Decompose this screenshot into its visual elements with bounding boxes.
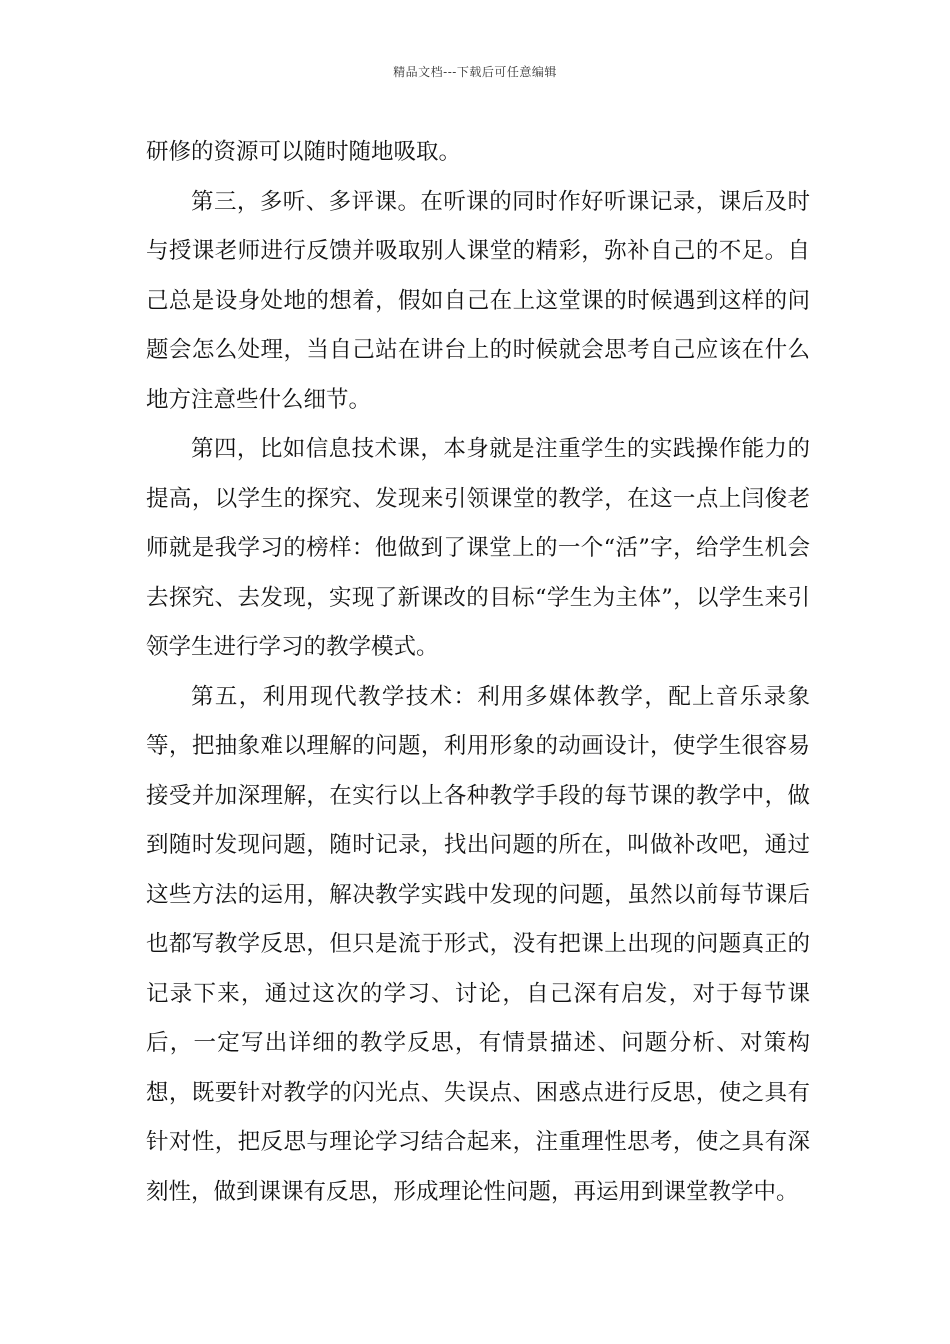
paragraph-third-point: 第三，多听、多评课。在听课的同时作好听课记录，课后及时与授课老师进行反馈并吸取别人课堂的精彩，弥补自己的不足。自己总是设身处地的想着，假如自己在上这堂课的时候遇到这样的问题会怎么处理，当自己站在讲台上的时候就会思考自己应该在什么地方注意些什么细节。 — [146, 188, 810, 413]
paragraph-continuation: 研修的资源可以随时随地吸取。 — [146, 139, 462, 165]
page-header: 精品文档---下载后可任意编辑 — [393, 65, 557, 79]
document-body — [146, 128, 810, 1217]
paragraph-fourth-point: 第四，比如信息技术课，本身就是注重学生的实践操作能力的提高，以学生的探究、发现来引领课堂的教学，在这一点上闫俊老师就是我学习的榜样：他做到了课堂上的一个“活”字，给学生机会去探究、去发现，实现了新课改的目标“学生为主体”，以学生来引领学生进行学习的教学模式。 — [146, 436, 810, 660]
paragraph-fifth-point: 第五，利用现代教学技术：利用多媒体教学，配上音乐录象等，把抽象难以理解的问题，利用形象的动画设计，使学生很容易接受并加深理解，在实行以上各种教学手段的每节课的教学中，做到随时发现问题，随时记录，找出问题的所在，叫做补改吧，通过这些方法的运用，解决教学实践中发现的问题，虽然以前每节课后也都写教学反思，但只是流于形式，没有把课上出现的问题真正的记录下来，通过这次的学习、讨论，自己深有启发，对于每节课后，一定写出详细的教学反思，有情景描述、问题分析、对策构想，既要针对教学的闪光点、失误点、困惑点进行反思，使之具有针对性，把反思与理论学习结合起来，注重理性思考，使之具有深刻性，做到课课有反思，形成理论性问题，再运用到课堂教学中。 — [146, 683, 810, 1205]
